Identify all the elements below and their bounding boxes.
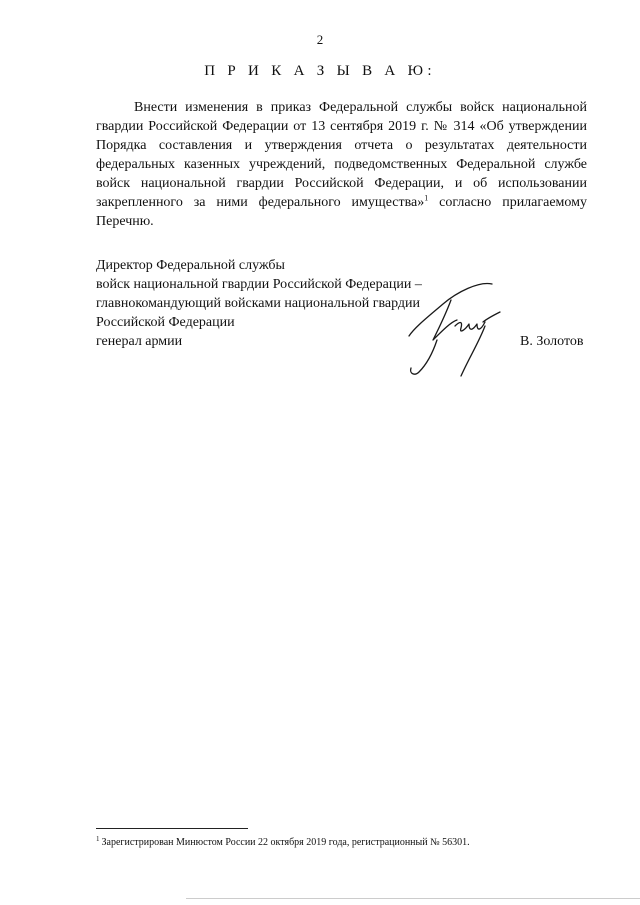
order-continuation: согласно прилагаемому Перечню. — [96, 195, 588, 229]
footnote-divider — [96, 828, 248, 829]
order-title: П Р И К А З Ы В А Ю: — [204, 63, 436, 79]
position-line: генерал армии — [96, 334, 183, 349]
scan-edge-divider — [186, 898, 640, 899]
footnote — [96, 836, 596, 849]
page-number: 2 — [316, 32, 324, 47]
order-body — [96, 98, 587, 231]
handwritten-signature — [395, 282, 505, 382]
signer-name: В. Золотов — [520, 334, 584, 349]
footnote-marker: 1 — [96, 834, 100, 843]
position-line: Директор Федеральной службы — [96, 258, 285, 273]
position-line: войск национальной гвардии Российской Федерации – — [96, 277, 422, 292]
position-line: главнокомандующий войсками национальной гвардии — [96, 296, 421, 311]
order-paragraph: Внести изменения в приказ Федеральной службы войск национальной гвардии Российской Федерации от 13 сентября 2019 г. № 314 «Об утверждении Порядка составления и утверждения отчета о результатах деятельности федеральных казенных учреждений, подведомственных Федеральной службе войск национальной гвардии Российской Федерации, и об использовании закрепленного за ними федерального имущества» — [96, 100, 587, 210]
footnote-reference: 1 — [424, 193, 429, 203]
footnote-text: Зарегистрирован Минюстом России 22 октября 2019 года, регистрационный № 56301. — [101, 837, 470, 848]
position-line: Российской Федерации — [96, 315, 235, 330]
